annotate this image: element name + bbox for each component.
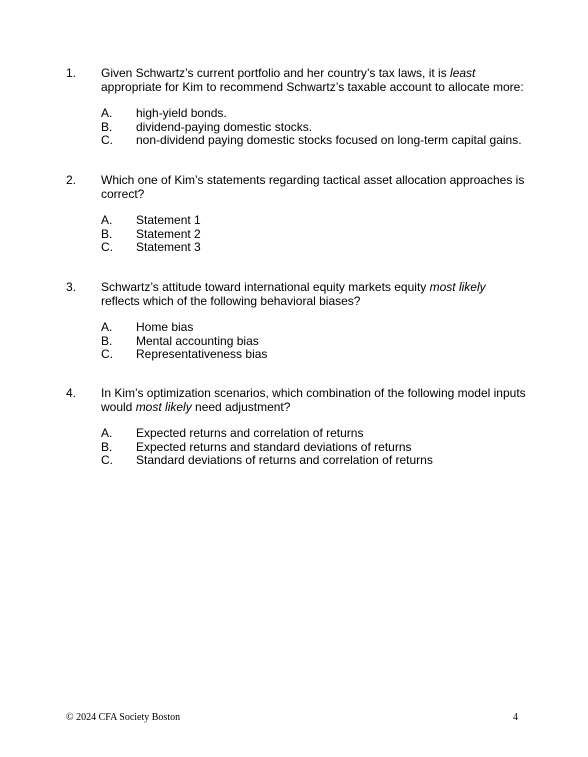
- option-letter: A.: [101, 320, 113, 334]
- answer-option-b: [101, 334, 526, 348]
- answer-option-b: [101, 227, 526, 241]
- question-stem: In Kim’s optimization scenarios, which combination of the following model inputs would most likely need adjustment?: [101, 386, 526, 414]
- option-letter: C.: [101, 240, 113, 254]
- option-text: dividend-paying domestic stocks.: [136, 119, 313, 134]
- question-4: [66, 386, 526, 467]
- question-number: 3.: [66, 280, 77, 294]
- option-text: Expected returns and correlation of returns: [136, 426, 364, 440]
- answer-options: [101, 320, 526, 361]
- question-stem: Schwartz’s attitude toward international equity markets equity most likely reflects which of the following behavioral biases?: [101, 280, 486, 308]
- footer-page-number: 4: [513, 712, 518, 723]
- option-text: non-dividend paying domestic stocks focused on long-term capital gains.: [136, 133, 522, 147]
- answer-options: [101, 426, 526, 467]
- question-stem: Given Schwartz’s current portfolio and her country’s tax laws, it is least appropriate for Kim to recommend Schwartz’s taxable account to allocate more:: [101, 66, 524, 94]
- option-text: Representativeness bias: [136, 347, 268, 361]
- option-letter: B.: [101, 226, 113, 241]
- option-letter: C.: [101, 453, 113, 467]
- option-text: Home bias: [136, 320, 194, 334]
- option-text: Standard deviations of returns and correlation of returns: [136, 453, 433, 467]
- option-letter: B.: [101, 119, 113, 134]
- option-letter: C.: [101, 133, 113, 147]
- answer-options: [101, 106, 526, 147]
- question-2: [66, 173, 526, 254]
- answer-option-c: [101, 240, 526, 254]
- option-text: high-yield bonds.: [136, 106, 227, 120]
- answer-option-c: [101, 133, 526, 147]
- question-1: [66, 66, 526, 147]
- option-letter: B.: [101, 439, 113, 454]
- question-3: [66, 280, 526, 361]
- answer-option-b: [101, 440, 526, 454]
- answer-option-a: [101, 426, 526, 440]
- answer-options: [101, 213, 526, 254]
- option-letter: A.: [101, 426, 113, 440]
- option-text: Statement 1: [136, 213, 201, 227]
- option-letter: A.: [101, 106, 113, 120]
- option-letter: B.: [101, 333, 113, 348]
- question-stem: Which one of Kim’s statements regarding tactical asset allocation approaches is correct?: [101, 173, 525, 201]
- option-letter: C.: [101, 347, 113, 361]
- answer-option-a: [101, 213, 526, 227]
- option-text: Expected returns and standard deviations of returns: [136, 439, 412, 454]
- answer-option-c: [101, 453, 526, 467]
- answer-option-a: [101, 106, 526, 120]
- question-number: 4.: [66, 386, 77, 400]
- question-number: 1.: [66, 66, 77, 80]
- option-letter: A.: [101, 213, 113, 227]
- option-text: Mental accounting bias: [136, 333, 259, 348]
- option-text: Statement 2: [136, 226, 201, 241]
- answer-option-c: [101, 347, 526, 361]
- question-number: 2.: [66, 173, 77, 187]
- footer-copyright: © 2024 CFA Society Boston: [66, 712, 181, 723]
- option-text: Statement 3: [136, 240, 201, 254]
- answer-option-a: [101, 320, 526, 334]
- answer-option-b: [101, 120, 526, 134]
